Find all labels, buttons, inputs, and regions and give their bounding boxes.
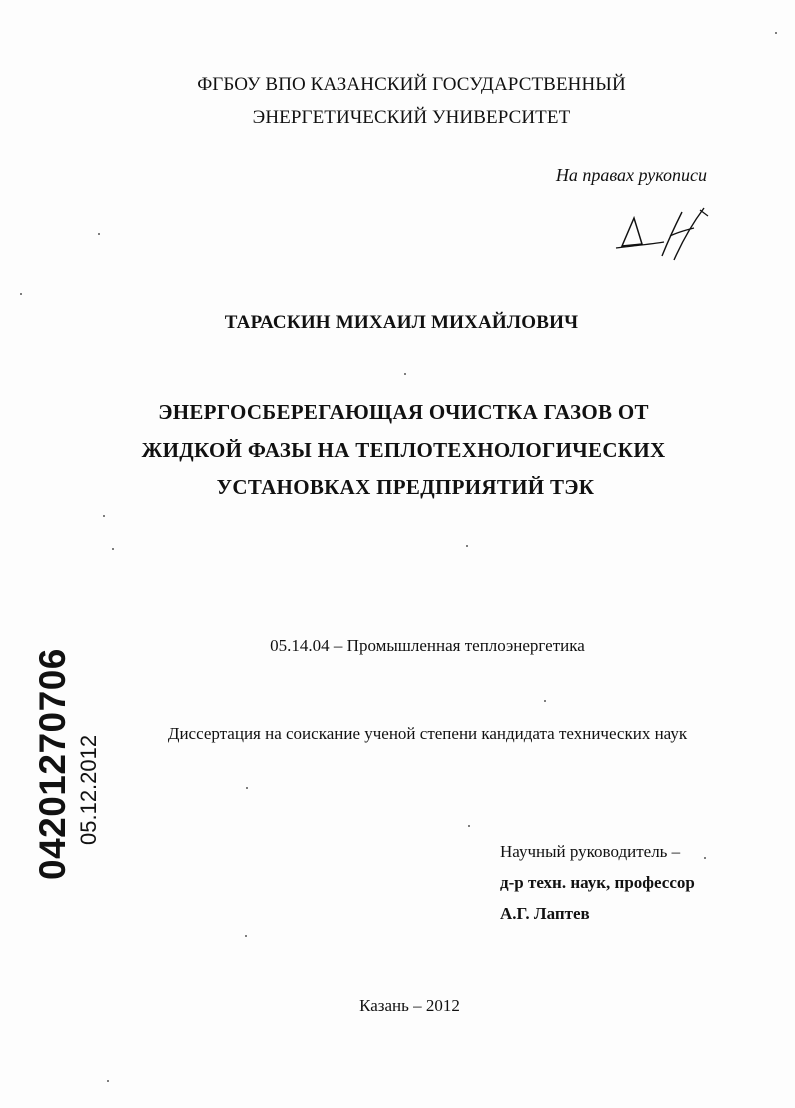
- stamp-date: 05.12.2012: [76, 734, 101, 845]
- manuscript-note: На правах рукописи: [555, 165, 707, 185]
- signature-image: [612, 206, 712, 262]
- scan-speck: [98, 233, 100, 235]
- library-stamp: [30, 648, 110, 880]
- supervisor-label: Научный руководитель –: [500, 842, 681, 861]
- dissertation-title-line-2: ЖИДКОЙ ФАЗЫ НА ТЕПЛОТЕХНОЛОГИЧЕСКИХ: [141, 438, 666, 462]
- institution-line-1: ФГБОУ ВПО КАЗАНСКИЙ ГОСУДАРСТВЕННЫЙ: [197, 74, 626, 95]
- scan-speck: [20, 293, 22, 295]
- city-year: Казань – 2012: [359, 996, 460, 1015]
- specialty-code: 05.14.04 – Промышленная теплоэнергетика: [270, 636, 585, 655]
- institution-line-2: ЭНЕРГЕТИЧЕСКИЙ УНИВЕРСИТЕТ: [252, 107, 571, 128]
- scan-speck: [246, 787, 248, 789]
- scan-speck: [112, 548, 114, 550]
- scan-speck: [468, 825, 470, 827]
- author-name: ТАРАСКИН МИХАИЛ МИХАЙЛОВИЧ: [224, 312, 579, 333]
- scan-speck: [466, 545, 468, 547]
- scan-speck: [103, 515, 105, 517]
- stamp-number: 04201270706: [32, 648, 73, 880]
- dissertation-title-line-3: УСТАНОВКАХ ПРЕДПРИЯТИЙ ТЭК: [216, 475, 595, 499]
- scan-speck: [704, 857, 706, 859]
- scan-speck: [245, 935, 247, 937]
- degree-statement: Диссертация на соискание ученой степени кандидата технических наук: [167, 724, 688, 743]
- scan-speck: [544, 700, 546, 702]
- scan-speck: [404, 373, 406, 375]
- dissertation-title-line-1: ЭНЕРГОСБЕРЕГАЮЩАЯ ОЧИСТКА ГАЗОВ ОТ: [158, 400, 649, 424]
- scan-speck: [107, 1080, 109, 1082]
- supervisor-name: А.Г. Лаптев: [500, 904, 590, 923]
- supervisor-degree: д-р техн. наук, профессор: [500, 873, 695, 892]
- scan-speck: [775, 32, 777, 34]
